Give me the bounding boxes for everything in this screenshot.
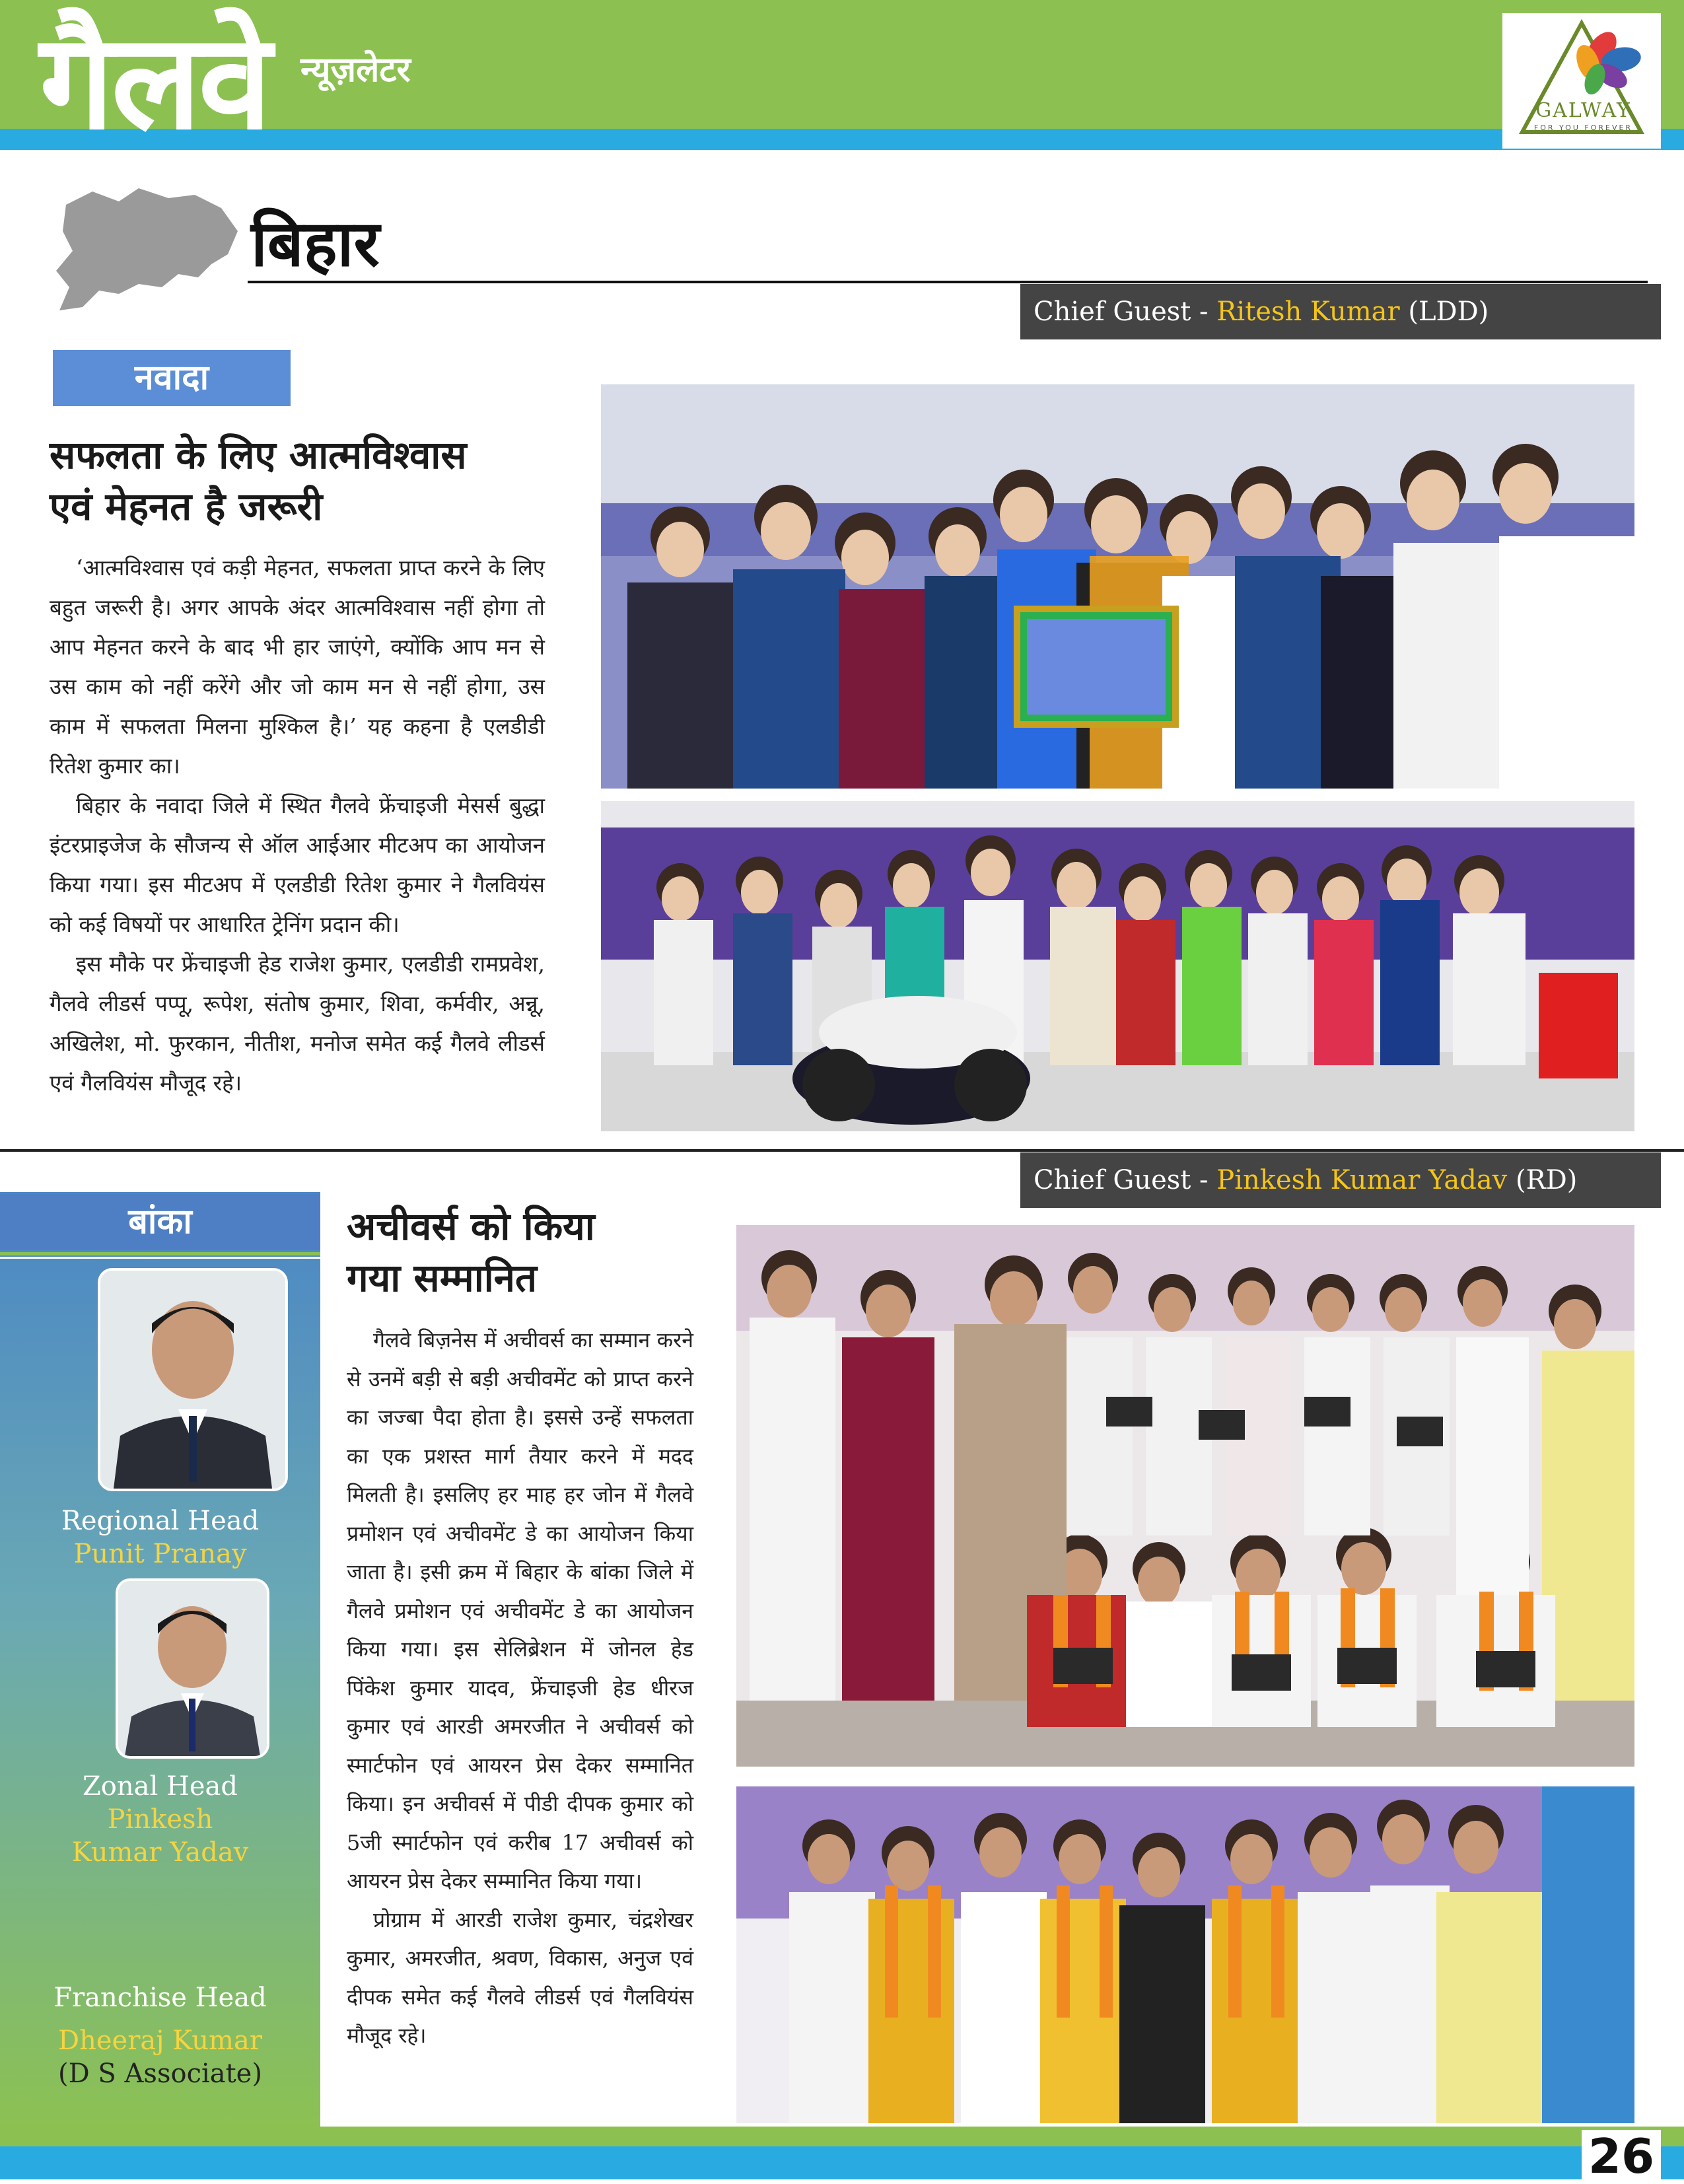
chief-guest-bar — [1020, 1152, 1661, 1208]
franchise-head-name: Dheeraj Kumar — [58, 2025, 262, 2056]
footer-blue-band — [0, 2146, 1684, 2179]
regional-head-photo — [98, 1268, 288, 1491]
franchise-association: (D S Associate) — [58, 2059, 262, 2089]
event-photo — [736, 1225, 1634, 1767]
headline-line: सफलता के लिए आत्मविश्वास — [50, 433, 467, 477]
guest-name: Ritesh Kumar — [1216, 297, 1400, 327]
guest-prefix: Chief Guest - — [1034, 1165, 1217, 1195]
paragraph: बिहार के नवादा जिले में स्थित गैलवे फ्रेंचाइजी मेसर्स बुद्धा इंटरप्राइजेज के सौजन्य से ऑल आईआर मीटअप का आयोजन किया गया। इस मीटअप में एलडीडी रितेश कुमार ने गैलवियंस को कई विषयों पर आधारित ट्रेनिंग प्रदान की। — [50, 793, 545, 937]
logo-text: GALWAY — [1535, 99, 1631, 122]
event-photo — [736, 1786, 1634, 2123]
divider — [0, 1257, 320, 1259]
headline-line: गया सम्मानित — [347, 1255, 538, 1300]
guest-role: (LDD) — [1399, 297, 1489, 327]
newsletter-subtitle: न्यूज़लेटर — [300, 50, 411, 90]
guest-name: Pinkesh Kumar Yadav — [1216, 1165, 1508, 1195]
franchise-head-label: Franchise Head — [53, 1983, 267, 2013]
headline-line: अचीवर्स को किया — [347, 1204, 595, 1249]
newsletter-brand: गैलवे — [40, 5, 269, 159]
guest-prefix: Chief Guest - — [1034, 297, 1217, 327]
zonal-head-photo — [116, 1578, 269, 1759]
guest-role: (RD) — [1507, 1165, 1578, 1195]
story-headline — [50, 429, 565, 532]
headline-line: एवं मेहनत है जरूरी — [50, 484, 323, 529]
story-body — [50, 548, 545, 1103]
paragraph: गैलवे बिज़नेस में अचीवर्स का सम्मान करने से उनमें बड़ी से बड़ी अचीवमेंट को प्राप्त करने का जज्बा पैदा होता है। इससे उन्हें सफलता का एक प्रशस्त मार्ग तैयार करने में मदद मिलती है। इसलिए हर माह हर जोन में गैलवे प्रमोशन एवं अचीवमेंट डे का आयोजन किया जाता है। इसी क्रम में बिहार के बांका जिले में गैलवे प्रमोशन एवं अचीवमेंट डे का आयोजन किया गया। इस सेलिब्रेशन में जोनल हेड पिंकेश कुमार यादव, फ्रेंचाइजी हेड धीरज कुमार एवं आरडी अमरजीत ने अचीवर्स को स्मार्टफोन एवं आयरन प्रेस देकर सम्मानित किया। इन अचीवर्स में पीडी दीपक कुमार को 5जी स्मार्टफोन एवं करीब 17 अचीवर्स को आयरन प्रेस देकर सम्मानित किया गया। — [347, 1327, 693, 1893]
story-body — [347, 1321, 693, 2055]
divider — [0, 1252, 320, 1255]
zonal-head-name: Pinkesh Kumar Yadav — [71, 1804, 249, 1868]
divider — [0, 1149, 1684, 1152]
paragraph: इस मौके पर फ्रेंचाइजी हेड राजेश कुमार, एलडीडी रामप्रवेश, गैलवे लीडर्स पप्पू, रूपेश, संतोष कुमार, शिवा, कर्मवीर, अन्नू, अखिलेश, मो. फुरकान, नीतीश, मनोज समेत कई गैलवे लीडर्स एवं गैलवियंस मौजूद रहे। — [50, 951, 545, 1096]
bihar-map-icon — [46, 178, 244, 324]
state-title: बिहार — [251, 207, 380, 281]
footer-green-band — [0, 2127, 1684, 2146]
story-headline — [347, 1201, 717, 1304]
chief-guest-bar — [1020, 284, 1661, 339]
paragraph: प्रोग्राम में आरडी राजेश कुमार, चंद्रशेखर कुमार, अमरजीत, श्रवण, विकास, अनुज एवं दीपक समेत कई गैलवे लीडर्स एवं गैलवियंस मौजूद रहे। — [347, 1907, 693, 2048]
event-photo — [601, 801, 1634, 1131]
event-photo — [601, 384, 1634, 789]
divider — [248, 281, 1648, 283]
paragraph: ‘आत्मविश्वास एवं कड़ी मेहनत, सफलता प्राप्त करने के लिए बहुत जरूरी है। अगर आपके अंदर आत्मविश्वास नहीं होगा तो आप मेहनत करने के बाद भी हार जाएंगे, क्योंकि आप मन से उस काम को नहीं करेंगे और जो काम मन से नहीं होगा, उस काम में सफलता मिलना मुश्किल है।’ यह कहना है एलडीडी रितेश कुमार का। — [50, 555, 545, 779]
zonal-head-label: Zonal Head — [83, 1771, 238, 1802]
regional-head-label: Regional Head — [61, 1506, 260, 1536]
regional-head-name: Punit Pranay — [73, 1539, 247, 1569]
district-label: नवादा — [53, 350, 291, 406]
district-label: बांका — [0, 1194, 320, 1250]
page-number: 26 — [1588, 2129, 1655, 2184]
logo-tagline: FOR YOU FOREVER — [1533, 123, 1633, 132]
